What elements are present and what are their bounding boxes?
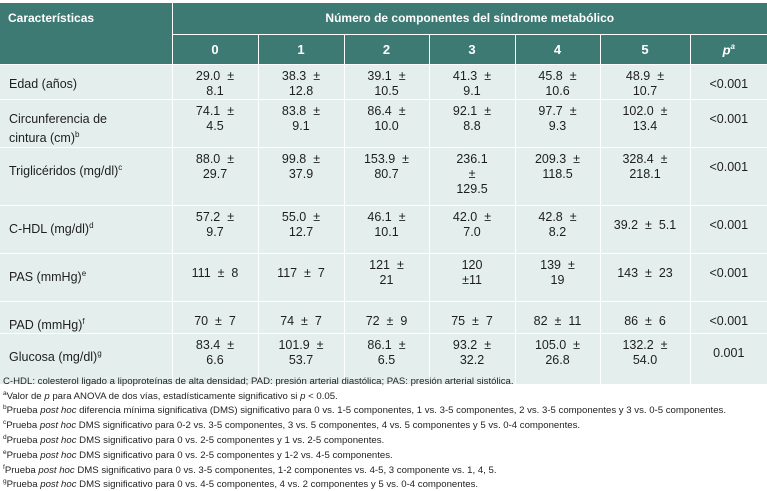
table-cell — [600, 254, 690, 302]
cell-value-line: 21 — [379, 273, 394, 287]
cell-value-line: 37.9 — [288, 167, 314, 181]
table-cell — [344, 148, 429, 206]
p-label: p — [722, 41, 731, 57]
row-label-text-2: cintura (cm) — [9, 131, 75, 146]
cell-value-line: 46.1 ± — [367, 210, 406, 224]
column-header-characteristics: Características — [8, 11, 95, 25]
cell-value-line: 7.0 — [463, 225, 481, 239]
row-label — [0, 148, 172, 206]
table-cell — [258, 148, 344, 206]
row-label-text: Triglicéridos (mg/dl) — [9, 164, 119, 179]
cell-value-line: 99.8 ± — [281, 152, 321, 166]
table-cell — [515, 100, 600, 148]
p-value-cell: <0.001 — [690, 206, 767, 254]
table-cell — [172, 65, 258, 100]
table-cell — [172, 254, 258, 302]
row-label-text: C-HDL (mg/dl) — [9, 222, 90, 237]
table-cell — [515, 302, 600, 334]
column-header-2: 2 — [344, 34, 429, 64]
cell-value-line: 48.9 ± — [625, 69, 665, 83]
table-body — [0, 65, 767, 384]
cell-value-line: 32.2 — [459, 353, 485, 368]
p-value-cell: <0.001 — [690, 65, 767, 100]
cell-value-line: 8.8 — [463, 119, 481, 133]
cell-value-line: 86 ± 6 — [624, 314, 666, 328]
table-cell — [344, 100, 429, 148]
cell-value-line: 83.4 ± — [195, 338, 235, 353]
results-table — [0, 3, 767, 384]
cell-value-line: 74 ± 7 — [280, 314, 322, 328]
table-cell — [515, 148, 600, 206]
column-header-5: 5 — [600, 34, 690, 64]
p-value-cell: <0.001 — [690, 100, 767, 148]
table-cell — [344, 65, 429, 100]
table-cell — [258, 302, 344, 334]
cell-value-line: 45.8 ± — [538, 69, 577, 83]
table-cell — [429, 302, 515, 334]
table-cell — [429, 254, 515, 302]
footnote-d: $^d$Prueba post hoc DMS significativo para 0 vs. 2-5 componentes y 1 vs. 2-5 componentes. — [3, 433, 385, 447]
cell-value-line: 38.3 ± — [281, 69, 321, 83]
row-label-text: PAD (mmHg) — [9, 318, 83, 333]
table-cell — [258, 206, 344, 254]
table-cell — [515, 65, 600, 100]
cell-value-line: 92.1 ± — [452, 104, 492, 118]
table-cell — [600, 148, 690, 206]
table-row — [0, 100, 767, 148]
table-cell — [172, 206, 258, 254]
table-cell — [429, 148, 515, 206]
table-cell — [172, 148, 258, 206]
cell-value-line: 42.8 ± — [538, 210, 577, 224]
p-sup: a — [730, 41, 735, 51]
cell-value-line: 8.2 — [548, 225, 567, 239]
p-value-cell: <0.001 — [690, 302, 767, 334]
cell-value-line: 54.0 — [632, 353, 658, 368]
table-cell — [172, 302, 258, 334]
cell-value-line: 42.0 ± — [452, 210, 492, 224]
table-cell — [344, 302, 429, 334]
row-label — [0, 100, 172, 148]
cell-value-line: 236.1 — [456, 152, 488, 166]
cell-value-line: 19 — [550, 273, 565, 287]
cell-value-line: 29.7 — [202, 167, 228, 181]
table-cell — [600, 65, 690, 100]
cell-value-line: 39.1 ± — [367, 69, 406, 83]
cell-value-line: 70 ± 7 — [194, 314, 236, 328]
p-value-cell: <0.001 — [690, 148, 767, 206]
cell-value-line: 9.1 — [463, 84, 481, 98]
group-header: Número de componentes del síndrome metabólico — [172, 3, 767, 34]
table-cell — [515, 206, 600, 254]
cell-value-line: 117 ± 7 — [277, 266, 325, 280]
table-row — [0, 254, 767, 302]
row-label-sup: d — [89, 221, 94, 230]
cell-value-line: 97.7 ± — [538, 104, 577, 118]
table-cell — [258, 65, 344, 100]
table-row — [0, 302, 767, 334]
table-cell — [600, 206, 690, 254]
row-label — [0, 206, 172, 254]
row-label-text: Edad (años) — [9, 77, 78, 91]
table-cell — [344, 206, 429, 254]
cell-value-line: 26.8 — [545, 353, 570, 368]
cell-value-line: ± — [468, 167, 476, 181]
cell-value-line: 129.5 — [456, 182, 488, 196]
table-cell — [172, 100, 258, 148]
cell-value-line: 120 — [461, 258, 483, 272]
cell-value-line: 9.1 — [292, 119, 310, 133]
row-label-sup: g — [97, 349, 102, 359]
row-label-text: PAS (mmHg) — [9, 270, 82, 285]
footnote-a: $^a$Valor de p para ANOVA de dos vías, estadísticamente significativo si p < 0.05. — [3, 389, 338, 402]
row-label-text: Glucosa (mg/dl) — [9, 350, 98, 365]
table-row — [0, 148, 767, 206]
cell-value-line: 12.7 — [288, 225, 314, 239]
cell-value-line: 41.3 ± — [452, 69, 492, 83]
cell-value-line: 6.6 — [206, 353, 224, 368]
cell-value-line: 153.9 ± — [363, 152, 410, 166]
row-label — [0, 65, 172, 100]
cell-value-line: 111 ± 8 — [191, 266, 239, 280]
table-footnotes — [3, 376, 765, 491]
cell-value-line: 6.5 — [377, 353, 396, 368]
footnote-abbreviations: C-HDL: colesterol ligado a lipoproteínas de alta densidad; PAD: presión arterial diastólica; PAS: presión arterial sistólica. — [3, 376, 514, 387]
cell-value-line: 4.5 — [206, 119, 224, 133]
p-value-cell: 0.001 — [690, 334, 767, 384]
cell-value-line: 72 ± 9 — [365, 314, 408, 328]
table-cell — [600, 100, 690, 148]
cell-value-line: 29.0 ± — [195, 69, 235, 83]
row-label — [0, 254, 172, 302]
cell-value-line: 83.8 ± — [281, 104, 321, 118]
table-cell — [600, 302, 690, 334]
table-cell — [429, 206, 515, 254]
cell-value-line: 121 ± — [369, 258, 404, 272]
cell-value-line: 9.3 — [548, 119, 567, 133]
cell-value-line: 143 ± 23 — [617, 266, 673, 280]
column-header-4: 4 — [515, 34, 600, 64]
table-cell — [429, 100, 515, 148]
cell-value-line: 105.0 ± — [534, 338, 581, 353]
table-cell — [429, 65, 515, 100]
cell-value-line: 132.2 ± — [622, 338, 668, 353]
cell-value-line: 13.4 — [632, 119, 658, 133]
cell-value-line: 8.1 — [206, 84, 224, 98]
cell-value-line: 57.2 ± — [195, 210, 235, 224]
column-header-3: 3 — [429, 34, 515, 64]
cell-value-line: 10.5 — [374, 84, 399, 98]
cell-value-line: 10.1 — [374, 225, 399, 239]
cell-value-line: 93.2 ± — [452, 338, 492, 353]
p-value-cell: <0.001 — [690, 254, 767, 302]
cell-value-line: 74.1 ± — [195, 104, 235, 118]
cell-value-line: ±11 — [462, 273, 482, 287]
cell-value-line: 10.7 — [632, 84, 658, 98]
table-row — [0, 65, 767, 100]
row-label-sup: c — [118, 163, 123, 172]
table-cell — [344, 254, 429, 302]
row-label-text: Circunferencia de — [9, 112, 107, 126]
table-cell — [258, 254, 344, 302]
cell-value-line: 328.4 ± — [622, 152, 668, 166]
cell-value-line: 82 ± 11 — [533, 314, 582, 328]
footnote-b: $^b$Prueba post hoc diferencia mínima significativa (DMS) significativo para 0 vs. 1-5 componentes, 1 vs. 3-5 componentes, 2 vs. 3-5 componentes y 3 vs. 0-5 componentes. — [3, 404, 726, 417]
footnote-c: $^c$Prueba post hoc DMS significativo para 0-2 vs. 3-5 componentes, 3 vs. 5 componentes, 4 vs. 5 componentes y 5 vs. 0-4 componentes. — [3, 419, 581, 432]
cell-value-line: 55.0 ± — [281, 210, 321, 224]
cell-value-line: 39.2 ± 5.1 — [613, 218, 677, 232]
cell-value-line: 139 ± — [540, 258, 575, 272]
cell-value-line: 209.3 ± — [534, 152, 581, 166]
cell-value-line: 102.0 ± — [622, 104, 668, 118]
table-cell — [258, 100, 344, 148]
cell-value-line: 12.8 — [288, 84, 314, 98]
cell-value-line: 10.6 — [545, 84, 570, 98]
footnote-f: $^f$Prueba post hoc DMS significativo para 0 vs. 3-5 componentes, 1-2 componentes vs. 4-5, 3 componente vs. 1, 4, 5. — [3, 463, 497, 476]
cell-value-line: 80.7 — [374, 167, 399, 181]
column-header-1: 1 — [258, 34, 344, 64]
column-header-p — [690, 34, 767, 64]
cell-value-line: 86.4 ± — [367, 104, 406, 118]
column-header-0: 0 — [172, 34, 258, 64]
footnote-e: $^e$Prueba post hoc DMS significativo para 0 vs. 2-5 componentes y 1-2 vs. 4-5 componentes. — [3, 448, 393, 461]
footnote-g: $^g$Prueba post hoc DMS significativo para 0 vs. 4-5 componentes, 4 vs. 2 componentes y 5 vs. 0-4 componentes. — [3, 478, 479, 491]
cell-value-line: 10.0 — [374, 119, 399, 133]
table-cell — [515, 254, 600, 302]
row-label-sup: b — [74, 130, 80, 139]
row-label-sup: f — [82, 317, 85, 326]
cell-value-line: 218.1 — [629, 167, 661, 181]
cell-value-line: 53.7 — [288, 353, 314, 368]
row-label — [0, 302, 172, 334]
row-label-sup: e — [81, 269, 87, 278]
cell-value-line: 101.9 ± — [278, 338, 324, 353]
cell-value-line: 88.0 ± — [195, 152, 235, 166]
cell-value-line: 75 ± 7 — [451, 314, 493, 328]
cell-value-line: 86.1 ± — [367, 338, 406, 353]
cell-value-line: 9.7 — [206, 225, 224, 239]
cell-value-line: 118.5 — [542, 167, 573, 181]
table-row — [0, 206, 767, 254]
